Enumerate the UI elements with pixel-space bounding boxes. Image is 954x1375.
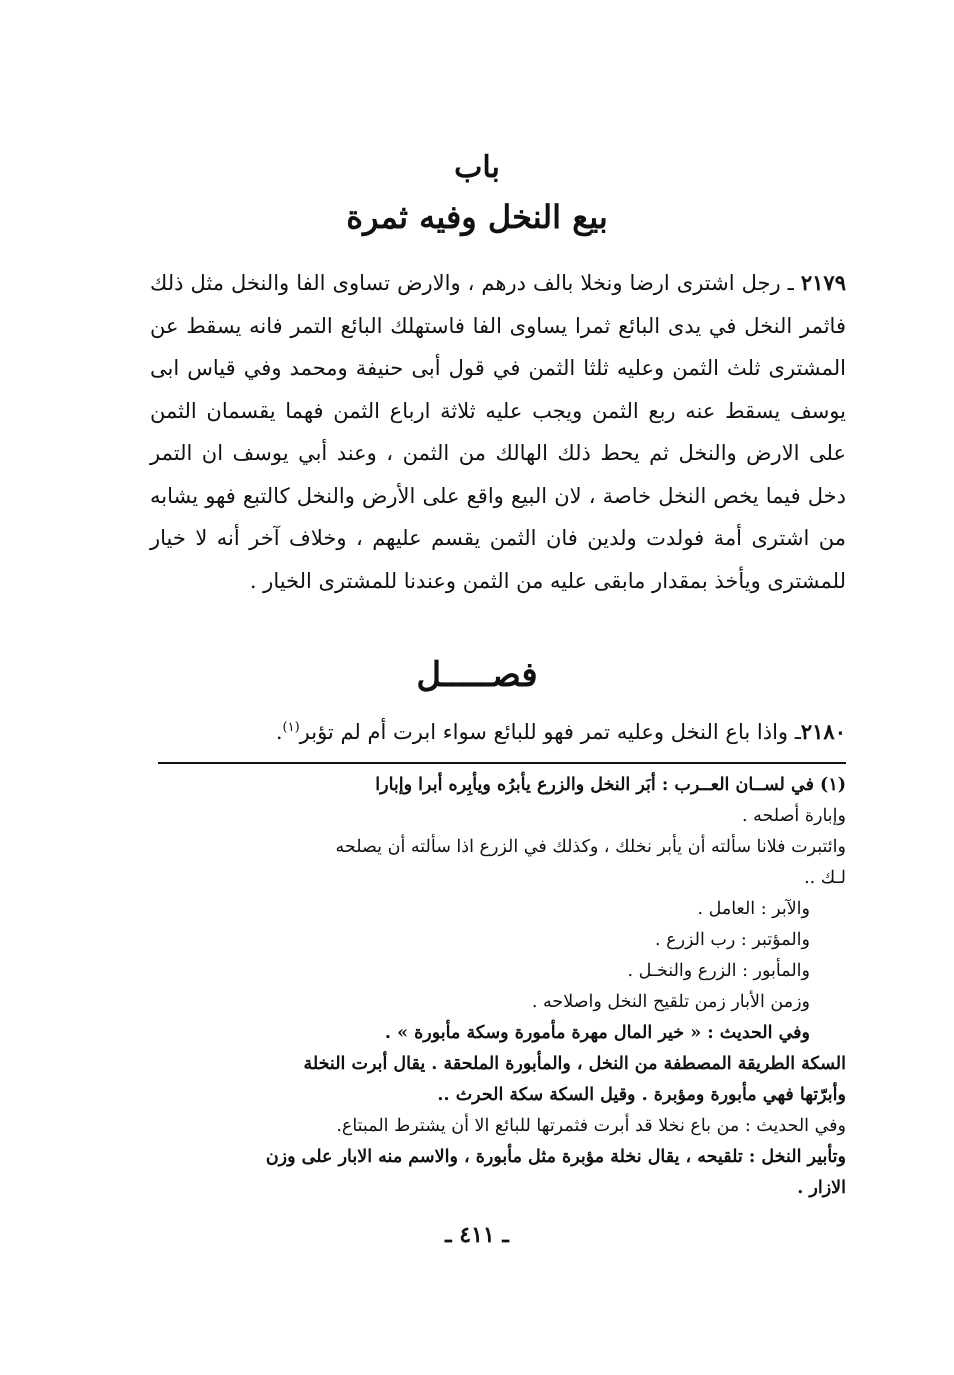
- footnote-line: (١) في لســان العــرب : أبَر النخل والزرع يأبرُه ويأبِره أبرا وإبارا: [375, 775, 846, 795]
- footnote-line: وتأبير النخل : تلقيحه ، يقال نخلة مؤبرة مثل مأبورة ، والاسم منه الابار على وزن: [265, 1147, 846, 1167]
- footnote-line: وفي الحديث : من باع نخلا قد أبرت فثمرتها للبائع الا أن يشترط المبتاع.: [336, 1116, 846, 1136]
- page-number: ـ ٤١١ ـ: [445, 1222, 509, 1248]
- entry-2180-paragraph: [150, 712, 846, 752]
- section-heading: فصـــــل: [416, 655, 538, 695]
- entry-2180-end: .: [275, 720, 283, 744]
- chapter-title: بيع النخل وفيه ثمرة: [346, 198, 608, 236]
- footnote-line: وأبرّتها فهي مأبورة ومؤبرة . وقيل السكة سكة الحرث ..: [437, 1085, 846, 1105]
- entry-2180-number: ٢١٨٠: [800, 719, 846, 744]
- footnote-reference: (١): [282, 720, 300, 735]
- footnote-line: والمأبور : الزرع والنخـل .: [627, 961, 810, 981]
- footnote-divider: [158, 762, 846, 764]
- footnote-line: الازار .: [797, 1178, 846, 1198]
- footnote-line: وزمن الأبار زمن تلقيح النخل واصلاحه .: [531, 992, 810, 1012]
- footnote-line: وائتبرت فلانا سألته أن يأبر نخلك ، وكذلك في الزرع اذا سألته أن يصلحه: [335, 837, 846, 857]
- entry-2180-text: ـ واذا باع النخل وعليه تمر فهو للبائع سواء ابرت أم لم تؤبر: [299, 720, 801, 744]
- chapter-label: باب: [454, 150, 500, 185]
- entry-2179-number: ٢١٧٩: [800, 270, 846, 295]
- footnotes-block: [150, 770, 846, 1204]
- footnote-line: لـك ..: [804, 868, 846, 888]
- entry-2179-text: ـ رجل اشترى ارضا ونخلا بالف درهم ، والارض تساوى الفا والنخل مثل ذلك فاثمر النخل في يدى البائع ثمرا يساوى الفا فاستهلك البائع التمر فانه يسقط عن المشترى ثلث الثمن وعليه ثلثا الثمن في قول أبى حنيفة ومحمد وفي قياس ابى يوسف يسقط عنه ربع الثمن ويجب عليه ثلاثة ارباع الثمن فهما يقسمان الثمن على الارض والنخل ثم يحط ذلك الهالك من الثمن ، وعند أبي يوسف ان التمر دخل فيما يخص النخل خاصة ، لان البيع واقع على الأرض والنخل كالتبع فهو يشابه من اشترى أمة فولدت ولدين فان الثمن يقسم عليهم ، وخلاف آخر أنه لا خيار للمشترى ويأخذ بمقدار مابقى عليه من الثمن وعندنا للمشترى الخيار .: [150, 271, 846, 593]
- footnote-line: السكة الطريقة المصطفة من النخل ، والمأبورة الملحقة . يقال أبرت النخلة: [303, 1054, 846, 1074]
- footnote-line: وإبارة أصلحه .: [741, 806, 846, 826]
- footnote-line: والآبر : العامل .: [697, 899, 810, 919]
- entry-2179-paragraph: [150, 262, 846, 602]
- footnote-line: والمؤتبر : رب الزرع .: [655, 930, 810, 950]
- footnote-line: وفي الحديث : « خير المال مهرة مأمورة وسكة مأبورة » .: [384, 1023, 810, 1043]
